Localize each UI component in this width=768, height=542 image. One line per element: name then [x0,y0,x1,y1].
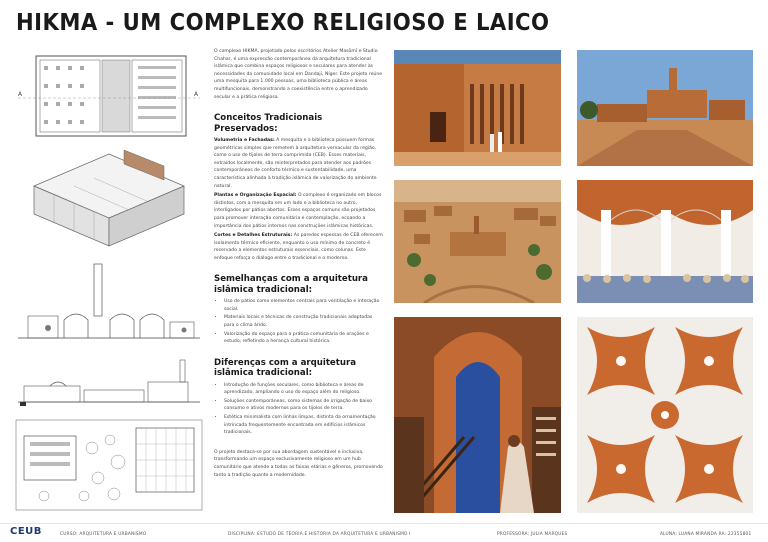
photo-library-facade [394,50,561,166]
conceito-item: Cortes e Detalhes Estruturais: As paredes espessas de CEB oferecem isolamento térmico eficiente, enquanto o uso mínimo de concreto é reservado a elementos estruturais essenciais, como colunas. Este enfoque reforça o diálogo entre o tradicional e o moderno. [214,233,383,261]
closing-paragraph: O projeto destaca-se por sua abordagem sustentável e inclusiva, transformando um espaço exclusivamente religioso em um hub comunitário que atende a todas as faixas etárias e gêneros, promovendo tanto a tradição quanto a modernidade. [214,449,383,478]
diferencas-heading: Diferenças com a arquitetura islâmica tradicional: [214,357,357,379]
footer-student: ALUNA: LUANA MIRANDA RA: 22355801 [660,532,752,537]
elevation-drawing [14,352,204,412]
list-item: • Introdução de funções seculares, como biblioteca e áreas de aprendizado, ampliando o uso do espaço além do religioso. [224,382,384,397]
floor-plan-drawing [14,50,204,142]
axonometric-drawing [14,146,204,256]
semelhancas-section [214,274,384,345]
semelhancas-heading: Semelhanças com a arquitetura islâmica tradicional: [214,274,368,295]
site-plan-drawing [14,418,204,512]
conceito-item: Plantas e Organização Espacial: O complexo é organizado em blocos distintos, com a mesquita em um lado e a biblioteca no outro, interligados por pátios abertos. Esses espaços comuns são projetados para promover interação comunitária e contemplação, ecoando a importância dos pátios internos nas construções islâmicas históricas. [214,193,382,229]
footer-discipline: DISCIPLINA: ESTUDO DE TEORIA E HISTÓRIA DA ARQUITETURA E URBANISMO I [228,532,411,537]
photo-aerial-village [394,180,561,303]
list-item: • Soluções contemporâneas, como sistemas de irrigação de baixo consumo e ativos modernos para os tijolos de terra. [224,398,384,413]
drawings-column [14,46,204,514]
page-footer [0,523,768,542]
photo-mosque-prayer-hall [577,180,753,303]
conceito-item: Volumetria e Fachadas: A mesquita e a biblioteca possuem formas geométricas simples que remetem à arquitetura vernacular da região, como o uso de tijolos de terra comprimida (CEB). Esses materiais, extraídos localmente, são reinterpretados para atender aos padrões contemporâneos de conforto térmico e sustentabilidade, uma característica alinhada à tradição islâmica de valorização do ambiente natural. [214,137,377,189]
conceitos-section [214,113,384,262]
page-title: HIKMA - UM COMPLEXO RELIGIOSO E LAICO [16,10,550,36]
ceub-logo: CEUB [10,526,42,537]
photo-library-interior [394,317,561,513]
footer-professor: PROFESSORA: JULIA MARQUES [497,532,568,537]
list-item: • Uso de pátios como elementos centrais para ventilação e interação social. [224,298,384,313]
intro-paragraph: O complexo HIKMA, projetado pelos escritórios Atelier Masōmī e Studio Chahar, é uma expressão contemporânea da arquitetura tradicional islâmica que combina espaços religiosos e seculares para atender às necessidades da comunidade local em Dandaji, Níger. Este projeto reúne uma mesquita para 1.000 pessoas, uma biblioteca pública e áreas multifuncionais, demonstrando a coexistência entre o aprendizado secular e a prática religiosa. [214,49,383,100]
list-item: • Estética minimalista com linhas limpas, distinta da ornamentação intrincada frequentemente encontrada em edifícios islâmicos tradicionais. [224,414,384,437]
photo-vaulted-ceiling [577,317,753,513]
section-label-right: A [194,91,199,98]
section-drawing [14,260,204,346]
conceitos-heading: Conceitos Tradicionais Preservados: [214,113,323,134]
section-label-left: A [18,91,23,98]
diferencas-section [214,358,384,437]
list-item: • Materiais locais e técnicas de construção tradicionais adaptadas para o clima árido. [224,314,384,329]
list-item: • Valorização do espaço para a prática comunitária de orações e estudo, refletindo a herança cultural histórica. [224,331,384,346]
text-column [214,48,384,518]
footer-course: CURSO: ARQUITETURA E URBANISMO [60,532,147,537]
photo-mosque-exterior [577,50,753,166]
